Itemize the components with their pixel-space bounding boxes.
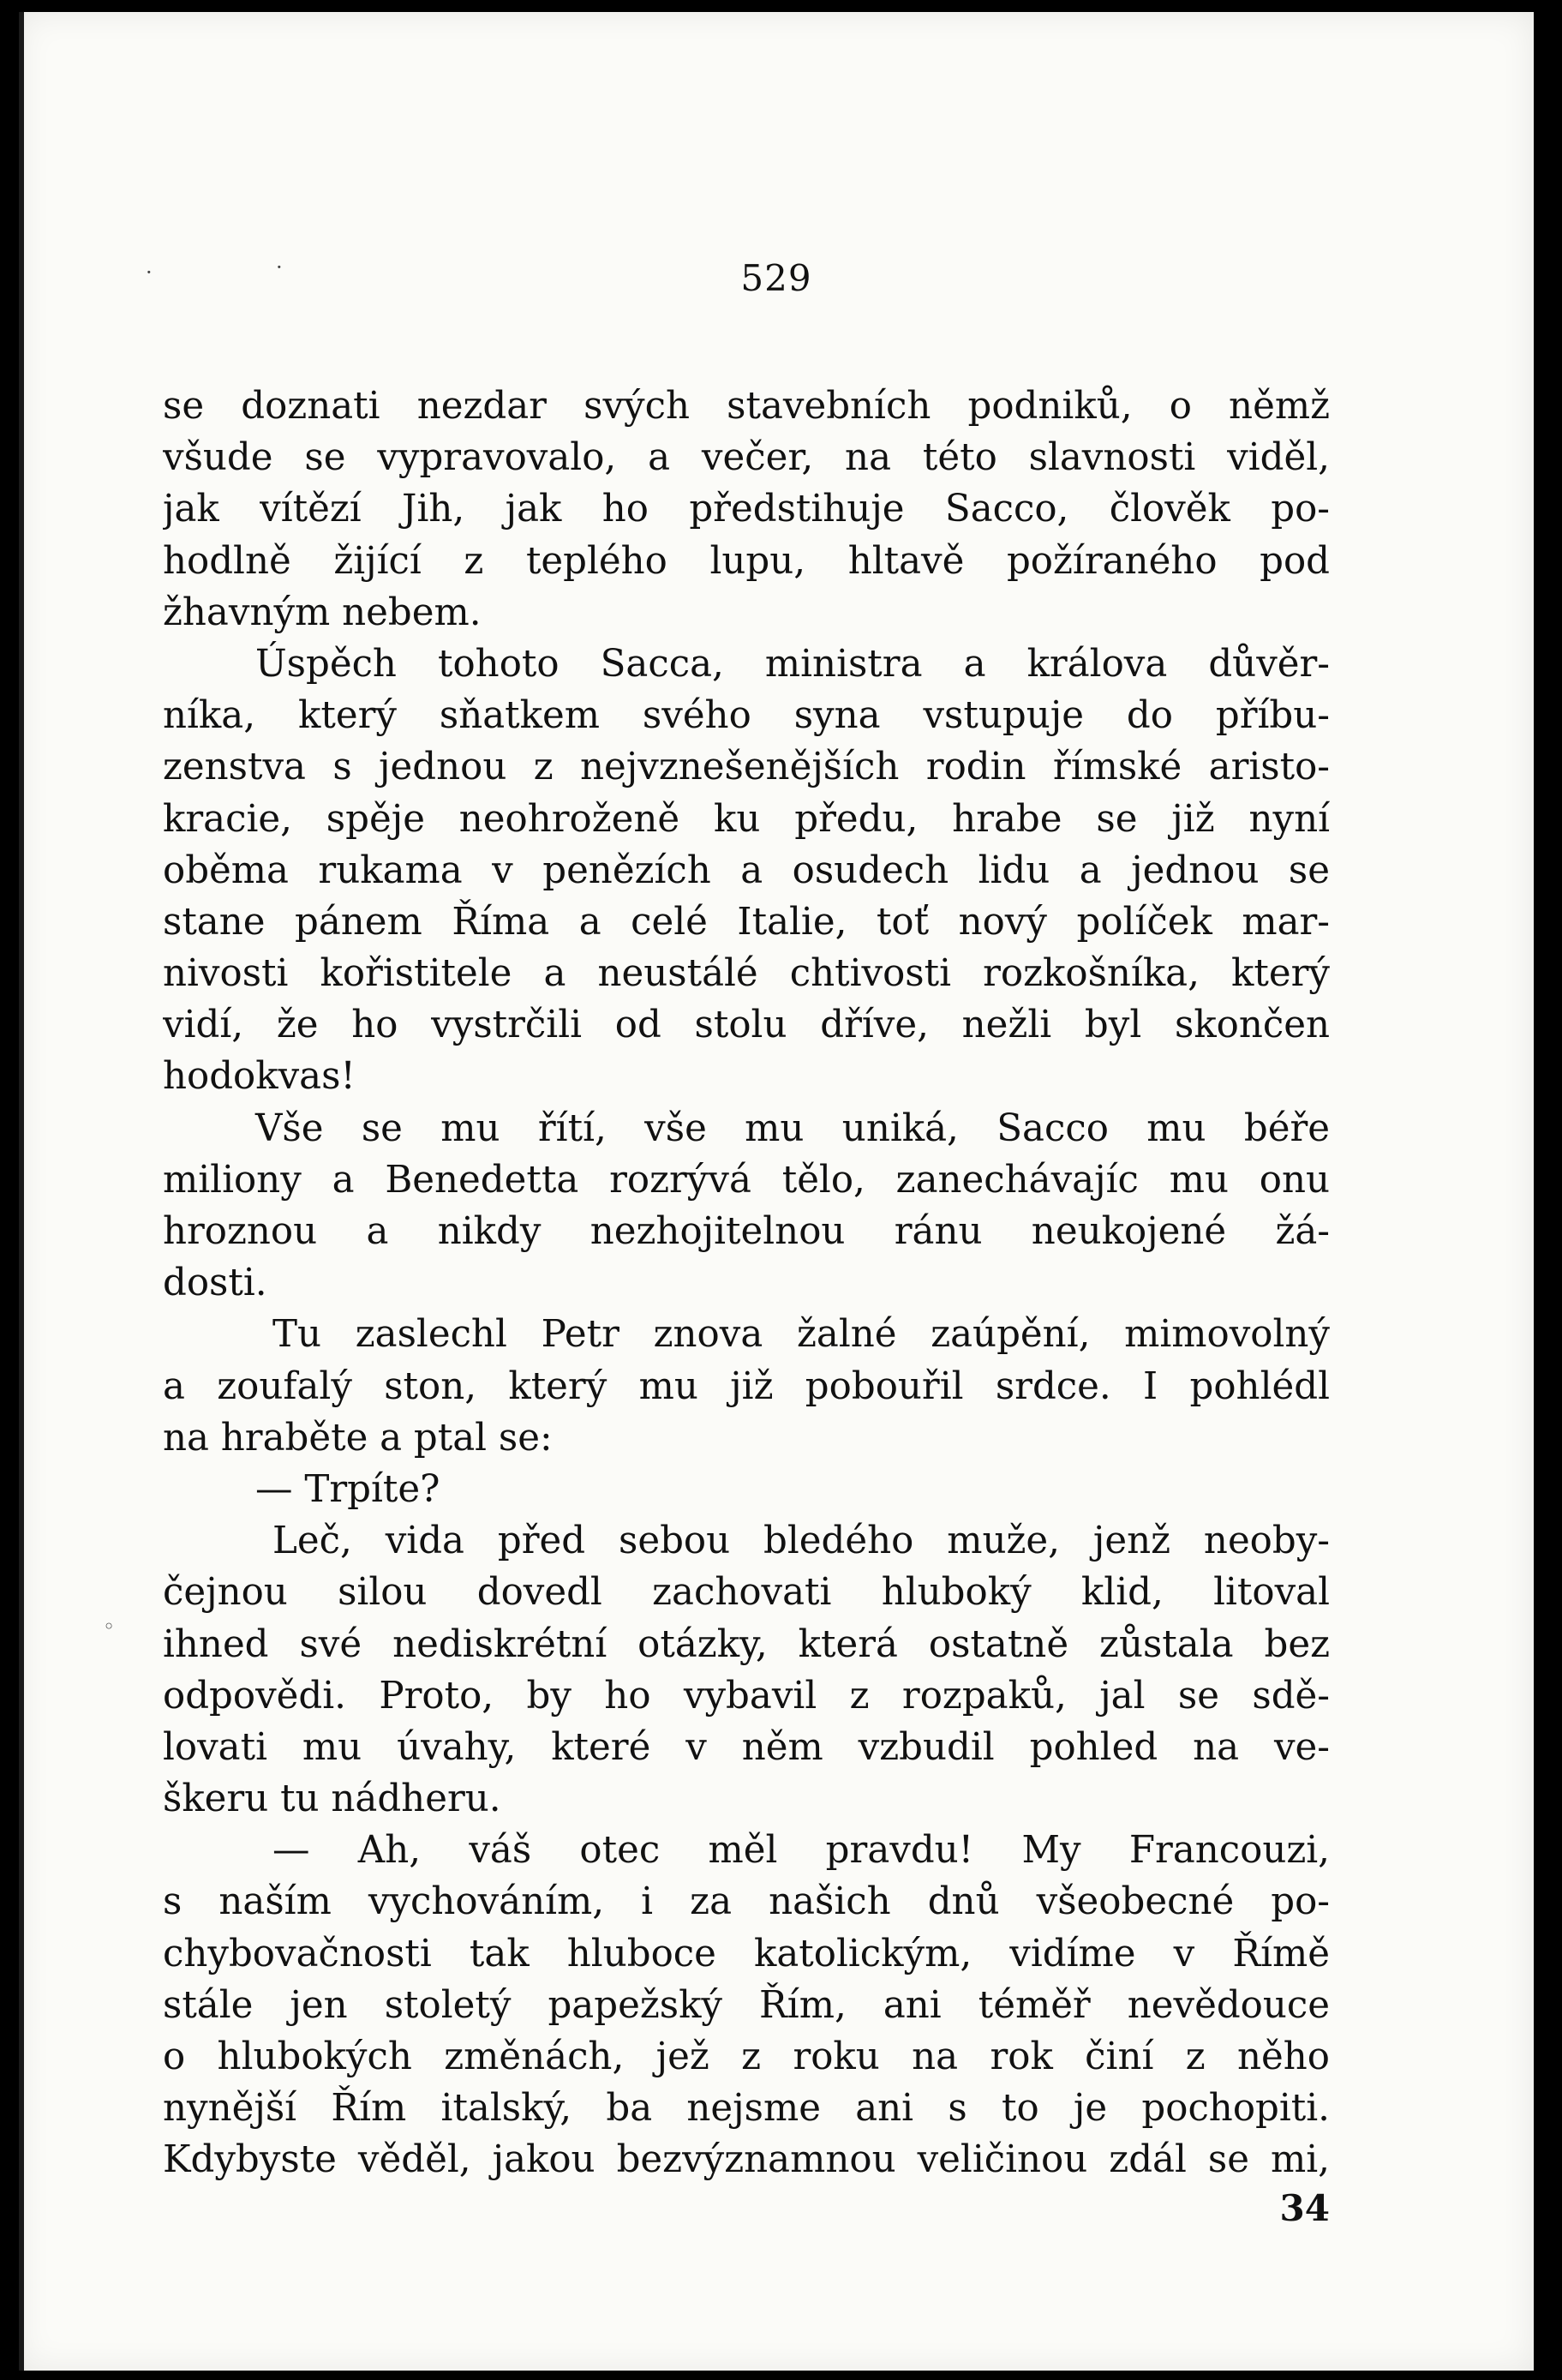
dust-speck: ·: [146, 261, 153, 285]
text-line: škeru tu nádheru.: [163, 1778, 501, 1821]
text-line: — Trpíte?: [255, 1467, 440, 1511]
text-line: Vše se mu řítí, vše mu uniká, Sacco mu béře: [255, 1106, 1330, 1150]
text-line: zenstva s jednou z nejvznešenějších rodin římské aristo-: [163, 746, 1330, 789]
body-text: [163, 381, 1330, 2186]
text-line: nynější Řím italský, ba nejsme ani s to je pochopiti.: [163, 2087, 1330, 2131]
text-line: odpovědi. Proto, by ho vybavil z rozpaků, jal se sdě-: [163, 1674, 1330, 1718]
text-line: na hraběte a ptal se:: [163, 1416, 553, 1460]
text-line: jak vítězí Jih, jak ho předstihuje Sacco, člověk po-: [163, 488, 1330, 531]
text-line: hodlně žijící z teplého lupu, hltavě požíraného pod: [163, 539, 1330, 583]
page-number: 529: [740, 257, 812, 299]
text-line: všude se vypravovalo, a večer, na této slavnosti viděl,: [163, 436, 1330, 480]
text-line: níka, který sňatkem svého syna vstupuje do příbu-: [163, 694, 1330, 738]
dust-speck: ◦: [103, 1615, 116, 1639]
signature-mark: 34: [1279, 2187, 1330, 2229]
text-line: stane pánem Říma a celé Italie, toť nový políček mar-: [163, 900, 1330, 944]
text-line: s naším vychováním, i za našich dnů všeobecné po-: [163, 1880, 1330, 1924]
text-line: stále jen stoletý papežský Řím, ani téměř nevědouce: [163, 1983, 1330, 2027]
text-line: vidí, že ho vystrčili od stolu dříve, nežli byl skončen: [163, 1004, 1330, 1047]
text-line: Kdybyste věděl, jakou bezvýznamnou veličinou zdál se mi,: [163, 2138, 1330, 2182]
text-line: ihned své nediskrétní otázky, která ostatně zůstala bez: [163, 1622, 1330, 1666]
text-line: kracie, spěje neohroženě ku předu, hrabe se již nyní: [163, 797, 1330, 841]
text-line: oběma rukama v penězích a osudech lidu a jednou se: [163, 848, 1330, 892]
dust-speck: ·: [276, 255, 283, 279]
text-line: miliony a Benedetta rozrývá tělo, zanechávajíc mu onu: [163, 1158, 1330, 1202]
book-page: [19, 12, 1534, 2371]
text-line: hroznou a nikdy nezhojitelnou ránu neukojené žá-: [163, 1210, 1330, 1253]
page-edge: [19, 12, 24, 2371]
text-line: dosti.: [163, 1262, 267, 1305]
text-line: nivosti kořistitele a neustálé chtivosti rozkošníka, který: [163, 952, 1330, 996]
text-line: Leč, vida před sebou bledého muže, jenž neoby-: [272, 1520, 1330, 1563]
text-line: čejnou silou dovedl zachovati hluboký klid, litoval: [163, 1571, 1330, 1615]
text-line: — Ah, váš otec měl pravdu! My Francouzi,: [272, 1829, 1330, 1873]
text-line: žhavným nebem.: [163, 591, 482, 634]
text-line: hodokvas!: [163, 1055, 356, 1099]
text-line: chybovačnosti tak hluboce katolickým, vidíme v Římě: [163, 1932, 1330, 1975]
text-line: Úspěch tohoto Sacca, ministra a králova důvěr-: [255, 642, 1330, 686]
text-line: a zoufalý ston, který mu již pobouřil srdce. I pohlédl: [163, 1364, 1330, 1408]
text-line: lovati mu úvahy, které v něm vzbudil pohled na ve-: [163, 1725, 1330, 1769]
text-line: se doznati nezdar svých stavebních podniků, o němž: [163, 385, 1330, 428]
text-line: o hlubokých změnách, jež z roku na rok činí z něho: [163, 2035, 1330, 2078]
text-line: Tu zaslechl Petr znova žalné zaúpění, mimovolný: [272, 1313, 1330, 1357]
